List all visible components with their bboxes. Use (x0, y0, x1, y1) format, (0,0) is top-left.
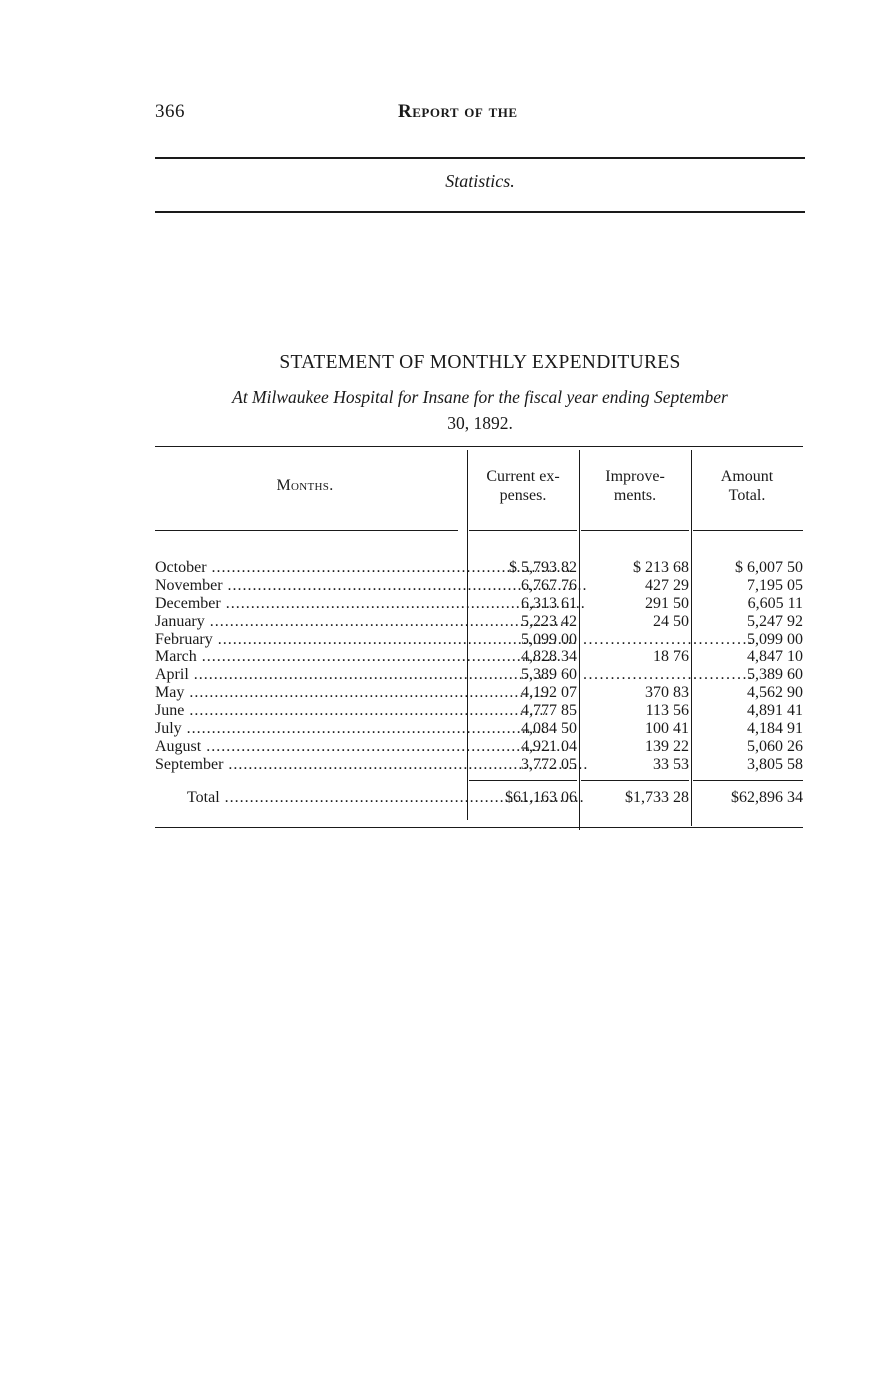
improvements-value: 370 83 (645, 684, 689, 702)
header-improvements (579, 467, 691, 505)
improvements-value: $ 213 68 (633, 559, 689, 576)
amount-total-value: 5,060 26 (747, 737, 803, 755)
month-label: May ..... (155, 684, 455, 702)
table-row (155, 648, 803, 666)
table-row (155, 613, 803, 631)
amount-total-value: 4,847 10 (747, 648, 803, 666)
section-heading: Statistics. (445, 171, 515, 191)
amount-total-value: 6,605 11 (747, 594, 803, 612)
header-current-expenses (467, 467, 579, 505)
total-amount: $62,896 34 (731, 789, 803, 806)
header-improvements-line2: ments. (613, 487, 657, 504)
amount-total-value: 5,389 60 (747, 666, 803, 684)
header-rule (581, 530, 689, 531)
top-rule (155, 157, 805, 159)
amount-total-value: 4,891 41 (747, 702, 803, 720)
month-label: April ..... (155, 666, 455, 684)
header-months: Months. (276, 477, 334, 494)
improvements-value: 291 50 (645, 594, 689, 612)
amount-total-value: 5,247 92 (747, 612, 803, 630)
total-row (155, 789, 803, 807)
current-expenses-value: 5,099 00 (521, 630, 577, 648)
statement-title: STATEMENT OF MONTHLY EXPENDITURES (279, 352, 681, 373)
month-label: June ..... (155, 702, 455, 720)
table-row (155, 577, 803, 595)
current-expenses-value: 5,389 60 (521, 666, 577, 684)
current-expenses-value: 4,084 50 (521, 720, 577, 738)
subtotal-rule (693, 780, 803, 781)
amount-total-value: 4,562 90 (747, 684, 803, 702)
current-expenses-value: $ 5,793 82 (509, 559, 577, 576)
total-current-expenses: $61,163 06 (505, 789, 577, 806)
current-expenses-value: 4,777 85 (521, 702, 577, 720)
current-expenses-value: 4,828 34 (521, 648, 577, 666)
improvements-value: 18 76 (653, 648, 689, 666)
improvements-value: 100 41 (645, 720, 689, 738)
subtotal-rule (581, 780, 689, 781)
table-row (155, 631, 803, 649)
table-row (155, 720, 803, 738)
section-rule (155, 211, 805, 213)
header-amount-line2: Total. (728, 487, 766, 504)
current-expenses-value: 6,767 76 (521, 576, 577, 594)
current-expenses-value: 3,772 05 (521, 755, 577, 773)
statement-subtitle-line1: At Milwaukee Hospital for Insane for the fiscal year ending September (232, 387, 728, 407)
month-label: October ..... (155, 559, 455, 577)
improvements-value: 113 56 (645, 702, 689, 720)
month-label: November ..... (155, 577, 455, 595)
month-label: December ..... (155, 595, 455, 613)
table-row (155, 595, 803, 613)
current-expenses-value: 6,313 61 (521, 594, 577, 612)
header-current-line1: Current ex- (486, 468, 560, 485)
table-body (155, 559, 803, 774)
header-current-line2: penses. (499, 487, 547, 504)
month-label: January ..... (155, 613, 455, 631)
table-bottom-rule (155, 827, 803, 828)
improvements-value: 427 29 (645, 576, 689, 594)
table-row (155, 702, 803, 720)
running-head: Report of the (398, 101, 518, 122)
statement-subtitle-line2: 30, 1892. (447, 413, 513, 433)
current-expenses-value: 5,223 42 (521, 612, 577, 630)
statement-subtitle (155, 384, 805, 436)
table-row (155, 756, 803, 774)
improvements-dot-leader: ............................... (583, 666, 754, 684)
month-label: September ..... (155, 756, 455, 774)
month-label: August ..... (155, 738, 455, 756)
amount-total-value: 5,099 00 (747, 630, 803, 648)
amount-total-value: $ 6,007 50 (735, 559, 803, 576)
header-amount-total (691, 467, 803, 505)
current-expenses-value: 4,921 04 (521, 737, 577, 755)
amount-total-value: 3,805 58 (747, 755, 803, 773)
subtotal-rule (469, 780, 577, 781)
total-label: Total ..... (187, 789, 457, 807)
header-amount-line1: Amount (720, 468, 774, 485)
improvements-dot-leader: ............................... (583, 630, 754, 648)
current-expenses-value: 4,192 07 (521, 684, 577, 702)
month-label: July ..... (155, 720, 455, 738)
table-row (155, 684, 803, 702)
header-rule (155, 530, 458, 531)
table-row (155, 738, 803, 756)
month-label: February ..... (155, 631, 455, 649)
amount-total-value: 4,184 91 (747, 720, 803, 738)
improvements-value: 139 22 (645, 737, 689, 755)
table-row (155, 559, 803, 577)
month-label: March ..... (155, 648, 455, 666)
table-row (155, 666, 803, 684)
total-improvements: $1,733 28 (625, 789, 689, 806)
header-rule (693, 530, 803, 531)
improvements-value: 24 50 (653, 612, 689, 630)
amount-total-value: 7,195 05 (747, 576, 803, 594)
header-rule (469, 530, 577, 531)
table-top-rule (155, 446, 803, 447)
improvements-value: 33 53 (653, 755, 689, 773)
page-number: 366 (155, 101, 185, 122)
header-improvements-line1: Improve- (605, 468, 665, 485)
